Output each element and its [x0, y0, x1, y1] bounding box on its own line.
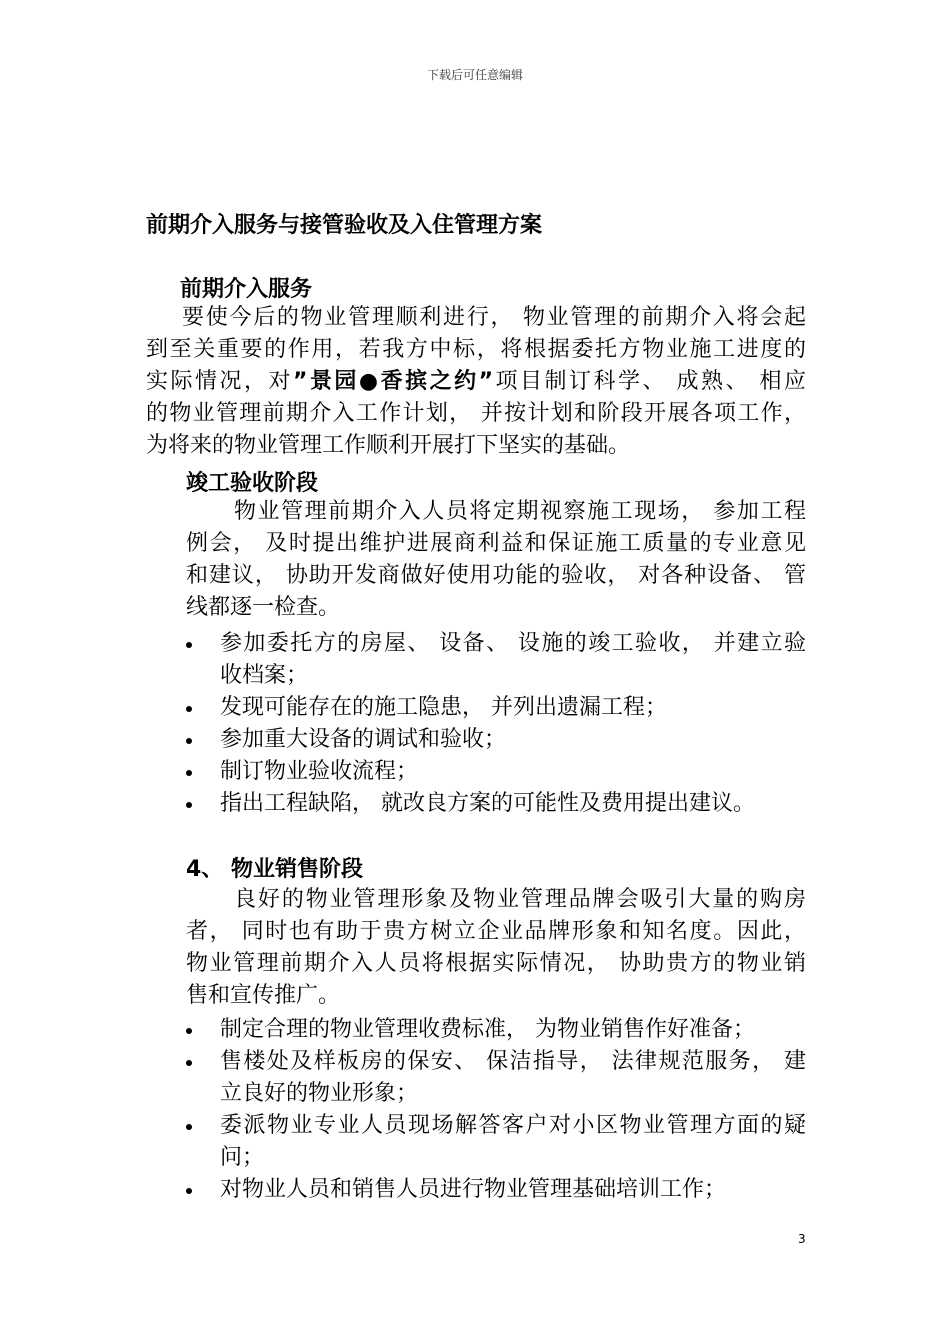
paragraph-line: 和建议， 协助开发商做好使用功能的验收， 对各种设备、 管 [186, 563, 806, 588]
paragraph-line-part: 项目制订科学、 成熟、 相应 [493, 369, 806, 394]
bullet-dot-icon [186, 706, 192, 712]
list-item [186, 724, 806, 756]
list-item-text: 参加委托方的房屋、 设备、 设施的竣工验收， 并建立验 [220, 631, 806, 656]
list-item [186, 692, 806, 724]
list-item-text: 制定合理的物业管理收费标准， 为物业销售作好准备； [220, 1017, 755, 1042]
paragraph-line-part: 实际情况，对 [146, 369, 293, 394]
list-item [186, 1174, 806, 1206]
list-item [186, 1046, 806, 1110]
list-item-text: 发现可能存在的施工隐患， 并列出遗漏工程； [220, 695, 667, 720]
list-item-text: 对物业人员和销售人员进行物业管理基础培训工作； [220, 1177, 727, 1202]
list-item [186, 628, 806, 692]
paragraph-line [146, 366, 806, 398]
section-sales-stage-paragraph [186, 884, 806, 1012]
project-name: ”景园●香摈之约” [292, 369, 494, 394]
list-item-text: 售楼处及样板房的保安、 保洁指导， 法律规范服务， 建 [220, 1049, 806, 1074]
list-item-text-continued: 立良好的物业形象； [220, 1081, 419, 1106]
paragraph-line: 良好的物业管理形象及物业管理品牌会吸引大量的购房 [234, 887, 806, 912]
sales-stage-bullet-list [186, 1014, 806, 1206]
bullet-dot-icon [186, 770, 192, 776]
list-item [186, 1014, 806, 1046]
bullet-dot-icon [186, 1060, 192, 1066]
paragraph-line: 线都逐一检查。 [186, 595, 341, 620]
list-item-text: 参加重大设备的调试和验收； [220, 727, 507, 752]
list-item-text: 委派物业专业人员现场解答客户对小区物业管理方面的疑 [220, 1113, 806, 1138]
paragraph-line: 例会， 及时提出维护进展商利益和保证施工质量的专业意见 [186, 531, 806, 556]
bullet-dot-icon [186, 1124, 192, 1130]
paragraph-line: 物业管理前期介入人员将定期视察施工现场， 参加工程 [234, 499, 806, 524]
bullet-dot-icon [186, 1188, 192, 1194]
list-item-text-continued: 问； [220, 1145, 265, 1170]
paragraph-line: 物业管理前期介入人员将根据实际情况， 协助贵方的物业销 [186, 951, 806, 976]
completion-acceptance-bullet-list [186, 628, 806, 820]
document-title: 前期介入服务与接管验收及入住管理方案 [146, 213, 543, 238]
list-item-text: 制订物业验收流程； [220, 759, 419, 784]
paragraph-line: 到至关重要的作用，若我方中标，将根据委托方物业施工进度的 [146, 337, 806, 362]
section-heading-early-intervention: 前期介入服务 [180, 277, 313, 302]
paragraph-line: 为将来的物业管理工作顺利开展打下坚实的基础。 [146, 433, 631, 458]
section-heading-sales-stage: 4、 物业销售阶段 [186, 857, 363, 882]
page-number: 3 [798, 1232, 806, 1246]
section-early-intervention-paragraph [146, 302, 806, 462]
list-item-text: 指出工程缺陷， 就改良方案的可能性及费用提出建议。 [220, 791, 755, 816]
page-header-note: 下载后可任意编辑 [426, 68, 523, 82]
paragraph-line: 的物业管理前期介入工作计划， 并按计划和阶段开展各项工作， [146, 401, 806, 426]
bullet-dot-icon [186, 642, 192, 648]
bullet-dot-icon [186, 1028, 192, 1034]
paragraph-line: 者， 同时也有助于贵方树立企业品牌形象和知名度。因此， [186, 919, 806, 944]
paragraph-line: 售和宣传推广。 [186, 983, 341, 1008]
bullet-dot-icon [186, 738, 192, 744]
section-completion-acceptance-paragraph [186, 496, 806, 624]
section-heading-completion-acceptance: 竣工验收阶段 [186, 471, 319, 496]
list-item-text-continued: 收档案； [220, 663, 309, 688]
list-item [186, 1110, 806, 1174]
bullet-dot-icon [186, 802, 192, 808]
list-item [186, 788, 806, 820]
paragraph-line: 要使今后的物业管理顺利进行， 物业管理的前期介入将会起 [182, 305, 806, 330]
list-item [186, 756, 806, 788]
